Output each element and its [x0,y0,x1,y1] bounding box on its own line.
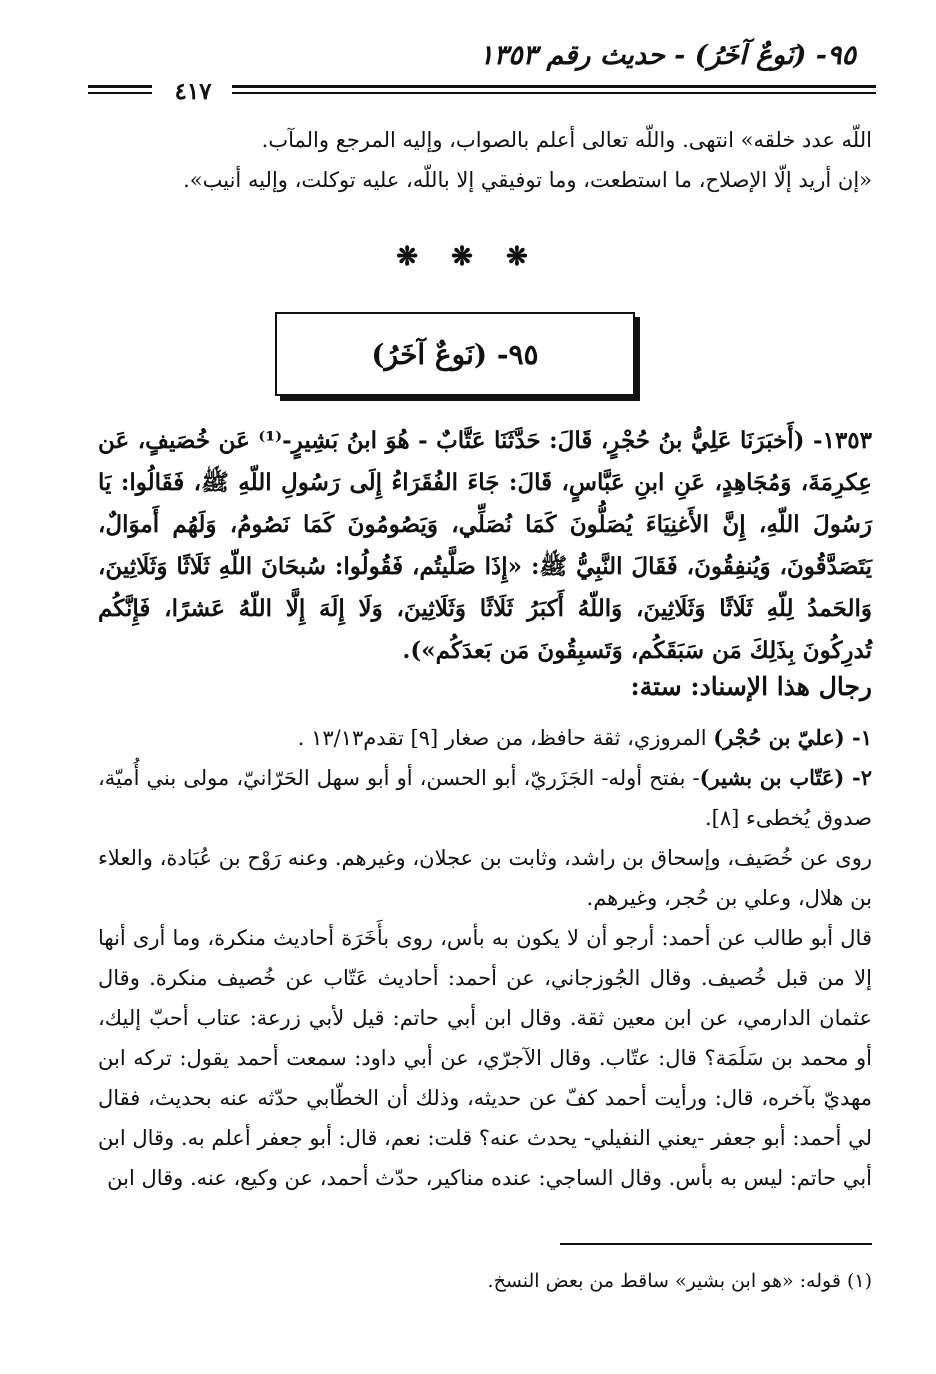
narrator-2-desc: - بفتح أوله- الجَزَريّ، أبو الحسن، أو أبو سهل الحَرّانيّ، مولى بني أُميّة، صدوق يُخطىء [٨]. [98,766,872,830]
hadith-text: ١٣٥٣- (أَخبَرَنَا عَلِيُّ بنُ حُجْرٍ، قَالَ: حَدَّثَنَا عَتَّابٌ - هُوَ ابنُ بَشِيرٍ-⁽¹⁾ عَن خُصَيفٍ، عَن عِكرِمَةَ، وَمُجَاهِدٍ، عَنِ ابنِ عَبَّاسٍ، قَالَ: جَاءَ الفُقَرَاءُ إِلَى رَسُولِ اللّهِ ﷺ، فَقَالُوا: يَا رَسُولَ اللّهِ، إِنَّ الأَغنِيَاءَ يُصَلُّونَ كَمَا نُصَلِّي، وَيَصُومُونَ كَمَا نَصُومُ، وَلَهُم أَموَالٌ، يَتَصَدَّقُونَ، وَيُنفِقُونَ، فَقَالَ النَّبِيُّ ﷺ: «إِذَا صَلَّيتُم، فَقُولُوا: سُبحَانَ اللّهِ ثَلَاثًا وَثَلَاثِينَ، وَالحَمدُ لِلّهِ ثَلَاثًا وَثَلَاثِينَ، وَاللّهُ أَكبَرُ ثَلَاثًا وَثَلَاثِينَ، وَلَا إِلَهَ إِلَّا اللّهُ عَشرًا، فَإِنَّكُم تُدرِكُونَ بِذَلِكَ مَن سَبَقَكُم، وَتَسبِقُونَ مَن بَعدَكُم»). [98,427,873,664]
intro-line-1: اللّه عدد خلقه» انتهى. واللّه تعالى أعلم بالصواب، وإليه المرجع والمآب. [261,128,872,152]
header-rule-left [88,85,152,95]
narrator-2-name: ٢- (عَتّاب بن بشير) [699,765,872,790]
header-rule [232,85,876,95]
section-heading: رجال هذا الإسناد: ستة: [630,672,872,701]
narrator-2 [98,758,872,838]
narrator-1-name: ١- (عليّ بن حُجْر) [713,725,872,750]
running-title: ٩٥- (نَوعٌ آخَرُ) - حديث رقم ١٣٥٣ [479,40,856,71]
chapter-title-box [275,312,635,396]
narrators-section [98,718,872,1198]
narrator-2-criticism: قال أبو طالب عن أحمد: أرجو أن لا يكون به بأس، روى بأَخَرَة أحاديث منكرة، وما أرى أنها إلا من قبل خُصيف. وقال الجُوزجاني، عن أحمد: أحاديث عَتّاب عن خُصيف منكرة. وقال عثمان الدارمي، عن ابن معين ثقة. وقال ابن أبي حاتم: قيل لأبي زرعة: عتاب أحبّ إليك، أو محمد بن سَلَمَة؟ قال: عتّاب. وقال الآجرّي، عن أبي داود: سمعت أحمد يقول: تركه ابن مهديّ بآخره، قال: ورأيت أحمد كفّ عن حديثه، وذلك أن الخطّابي حدّثه عنه بحديث، فقال لي أحمد: أبو جعفر -يعني النفيلي- يحدث عنه؟ قلت: نعم، قال: أبو جعفر أعلم به. وقال ابن أبي حاتم: ليس به بأس. وقال الساجي: عنده مناكير، حدّث أحمد، عن وكيع، عنه. وقال ابن [98,926,872,1190]
page-number: ٤١٧ [174,78,212,105]
intro-paragraph [98,120,872,200]
footnote: (١) قوله: «هو ابن بشير» ساقط من بعض النسخ. [487,1270,872,1292]
section-separator: ❋ ❋ ❋ [396,242,540,272]
footnote-rule [560,1243,872,1245]
intro-line-2: «إن أريد إلّا الإصلاح، ما استطعت، وما توفيقي إلا باللّه، عليه توكلت، وإليه أنيب». [183,168,872,192]
narrator-1 [98,718,872,758]
chapter-title: ٩٥- (نَوعٌ آخَرُ) [371,337,539,371]
narrator-2-students: روى عن خُصَيف، وإسحاق بن راشد، وثابت بن عجلان، وغيرهم. وعنه رَوْح بن عُبَادة، والعلاء بن هلال، وعلي بن حُجر، وغيرهم. [98,846,872,910]
narrator-1-desc: المروزي، ثقة حافظ، من صغار [٩] تقدم١٣/١٣ . [297,726,714,750]
